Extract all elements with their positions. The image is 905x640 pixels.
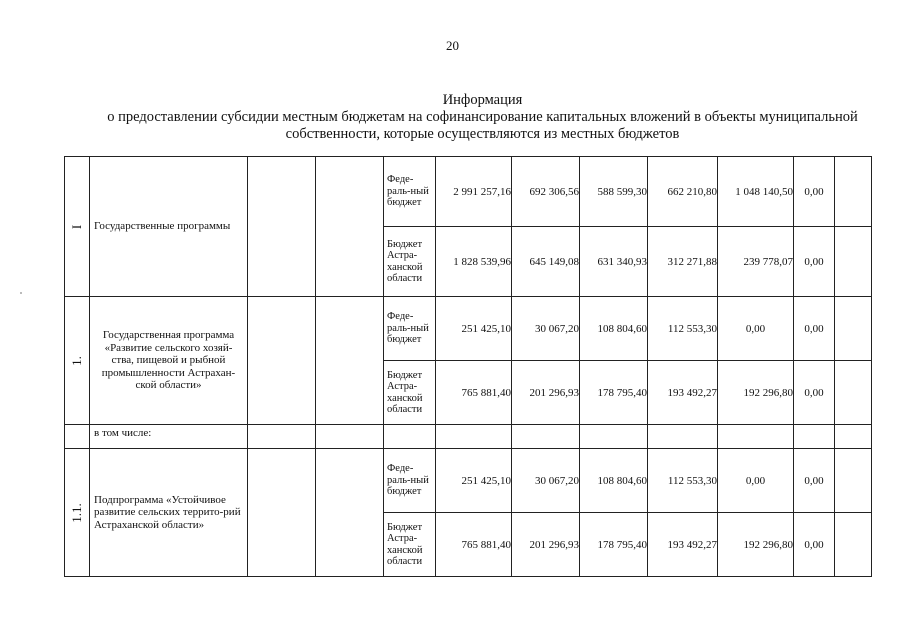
funding-source: Феде-раль-ный бюджет bbox=[384, 297, 436, 361]
value-cell: 239 778,07 bbox=[718, 227, 794, 297]
value-cell: 0,00 bbox=[794, 227, 835, 297]
empty-cell bbox=[718, 425, 794, 449]
value-cell: 765 881,40 bbox=[436, 361, 512, 425]
program-name: Государственные программы bbox=[90, 157, 248, 297]
funding-source: Бюджет Астра-ханской области bbox=[384, 513, 436, 577]
value-cell: 30 067,20 bbox=[512, 449, 580, 513]
value-cell: 112 553,30 bbox=[648, 297, 718, 361]
value-cell: 0,00 bbox=[794, 361, 835, 425]
empty-cell bbox=[384, 425, 436, 449]
program-name: Подпрограмма «Устойчивое развитие сельских террито-рий Астраханской области» bbox=[90, 449, 248, 577]
empty-cell bbox=[316, 157, 384, 297]
empty-cell bbox=[580, 425, 648, 449]
value-cell: 178 795,40 bbox=[580, 513, 648, 577]
row-code-cell: I bbox=[65, 157, 90, 297]
empty-cell bbox=[835, 513, 872, 577]
value-cell: 1 828 539,96 bbox=[436, 227, 512, 297]
value-cell: 193 492,27 bbox=[648, 513, 718, 577]
value-cell: 193 492,27 bbox=[648, 361, 718, 425]
value-cell: 0,00 bbox=[794, 157, 835, 227]
empty-cell bbox=[316, 449, 384, 577]
table-row bbox=[65, 425, 872, 449]
value-cell: 201 296,93 bbox=[512, 513, 580, 577]
title-line-2: о предоставлении субсидии местным бюджетам на софинансирование капитальных вложений в объекты муниципальной bbox=[107, 109, 858, 125]
empty-cell bbox=[835, 361, 872, 425]
funding-source: Бюджет Астра-ханской области bbox=[384, 361, 436, 425]
funding-source: Бюджет Астра-ханской области bbox=[384, 227, 436, 297]
value-cell: 112 553,30 bbox=[648, 449, 718, 513]
value-cell: 108 804,60 bbox=[580, 297, 648, 361]
page-number: 20 bbox=[446, 38, 459, 53]
value-cell: 108 804,60 bbox=[580, 449, 648, 513]
value-cell: 192 296,80 bbox=[718, 361, 794, 425]
empty-cell bbox=[248, 157, 316, 297]
table-row bbox=[65, 157, 872, 227]
empty-cell bbox=[512, 425, 580, 449]
row-code-cell: 1. bbox=[65, 297, 90, 425]
empty-cell bbox=[648, 425, 718, 449]
table-row bbox=[65, 297, 872, 361]
value-cell: 251 425,10 bbox=[436, 297, 512, 361]
scan-speck bbox=[20, 292, 22, 294]
program-name: Государственная программа «Развитие сельского хозяй-ства, пищевой и рыбной промышленности Астрахан-ской области» bbox=[90, 297, 248, 425]
empty-cell bbox=[436, 425, 512, 449]
value-cell: 30 067,20 bbox=[512, 297, 580, 361]
value-cell: 588 599,30 bbox=[580, 157, 648, 227]
funding-source: Феде-раль-ный бюджет bbox=[384, 449, 436, 513]
value-cell: 692 306,56 bbox=[512, 157, 580, 227]
value-cell: 251 425,10 bbox=[436, 449, 512, 513]
subsidy-table bbox=[64, 156, 872, 577]
title-line-3: собственности, которые осуществляются из местных бюджетов bbox=[285, 126, 680, 142]
empty-cell bbox=[835, 297, 872, 361]
empty-cell bbox=[316, 425, 384, 449]
empty-cell bbox=[248, 449, 316, 577]
empty-cell bbox=[65, 425, 90, 449]
value-cell: 631 340,93 bbox=[580, 227, 648, 297]
title-line-1: Информация bbox=[442, 92, 523, 108]
value-cell: 662 210,80 bbox=[648, 157, 718, 227]
empty-cell bbox=[316, 297, 384, 425]
value-cell: 0,00 bbox=[794, 449, 835, 513]
value-cell: 0,00 bbox=[718, 449, 794, 513]
value-cell: 765 881,40 bbox=[436, 513, 512, 577]
subheading: в том числе: bbox=[90, 425, 248, 449]
value-cell: 312 271,88 bbox=[648, 227, 718, 297]
document-title bbox=[60, 92, 905, 143]
empty-cell bbox=[248, 425, 316, 449]
empty-cell bbox=[835, 425, 872, 449]
empty-cell bbox=[835, 157, 872, 227]
value-cell: 645 149,08 bbox=[512, 227, 580, 297]
value-cell: 1 048 140,50 bbox=[718, 157, 794, 227]
value-cell: 0,00 bbox=[794, 513, 835, 577]
table-row bbox=[65, 449, 872, 513]
value-cell: 178 795,40 bbox=[580, 361, 648, 425]
value-cell: 0,00 bbox=[794, 297, 835, 361]
value-cell: 201 296,93 bbox=[512, 361, 580, 425]
row-code-cell: 1.1. bbox=[65, 449, 90, 577]
value-cell: 0,00 bbox=[718, 297, 794, 361]
empty-cell bbox=[248, 297, 316, 425]
value-cell: 2 991 257,16 bbox=[436, 157, 512, 227]
empty-cell bbox=[794, 425, 835, 449]
empty-cell bbox=[835, 449, 872, 513]
empty-cell bbox=[835, 227, 872, 297]
funding-source: Феде-раль-ный бюджет bbox=[384, 157, 436, 227]
value-cell: 192 296,80 bbox=[718, 513, 794, 577]
